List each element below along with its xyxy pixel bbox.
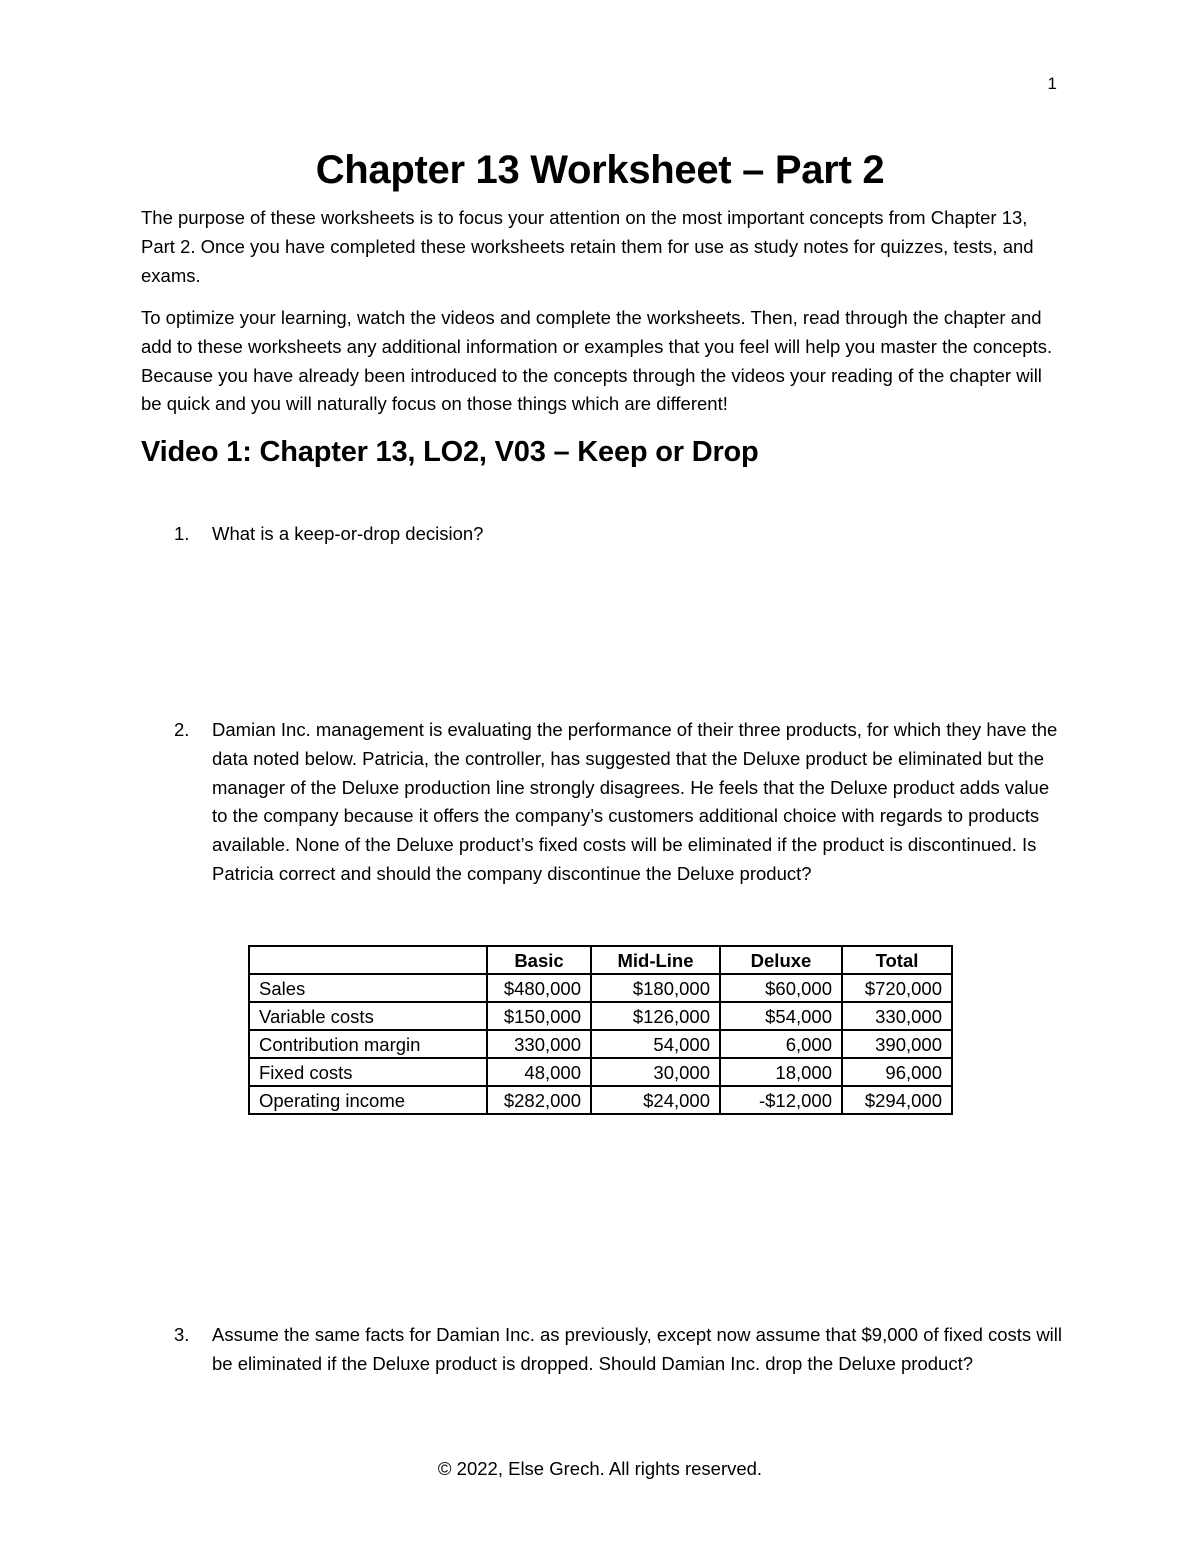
table-cell: 18,000 [720,1058,842,1086]
row-label: Fixed costs [249,1058,487,1086]
intro-paragraph-1: The purpose of these worksheets is to focus your attention on the most important concepts from Chapter 13, Part 2. Once you have completed these worksheets retain them for use as study notes for quizzes, tests, and exams. [141,207,1034,286]
question-2 [174,716,1064,889]
header-cell [249,946,487,974]
table-header-row [249,946,952,974]
question-text: Assume the same facts for Damian Inc. as previously, except now assume that $9,000 of fixed costs will be eliminated if the Deluxe product is dropped. Should Damian Inc. drop the Deluxe product? [212,1324,1063,1374]
table-cell: 330,000 [487,1030,591,1058]
section-heading: Video 1: Chapter 13, LO2, V03 – Keep or Drop [141,436,759,468]
table-cell: 6,000 [720,1030,842,1058]
question-number: 2. [174,719,190,740]
table-cell: $54,000 [720,1002,842,1030]
question-text: Damian Inc. management is evaluating the performance of their three products, for which they have the data noted below. Patricia, the controller, has suggested that the Deluxe product be eliminated but the manager of the Deluxe production line strongly disagrees. He feels that the Deluxe product adds value to the company because it offers the company’s customers additional choice with regards to products available. None of the Deluxe product’s fixed costs will be eliminated if the product is discontinued. Is Patricia correct and should the company discontinue the Deluxe product? [212,719,1058,884]
table-cell: $24,000 [591,1086,720,1114]
table-cell: $150,000 [487,1002,591,1030]
question-number: 1. [174,523,190,544]
row-label: Operating income [249,1086,487,1114]
table-cell: 30,000 [591,1058,720,1086]
table-cell: $180,000 [591,974,720,1002]
worksheet-title: Chapter 13 Worksheet – Part 2 [315,148,885,192]
table-row [249,1058,952,1086]
table-cell: 390,000 [842,1030,952,1058]
product-data-table [248,945,953,1115]
row-label: Variable costs [249,1002,487,1030]
table-cell: $720,000 [842,974,952,1002]
table-cell: $126,000 [591,1002,720,1030]
table-row [249,974,952,1002]
header-cell: Basic [487,946,591,974]
table-cell: 54,000 [591,1030,720,1058]
table-row [249,1086,952,1114]
question-text: What is a keep-or-drop decision? [212,523,484,544]
table-cell: 48,000 [487,1058,591,1086]
intro-paragraph-2: To optimize your learning, watch the videos and complete the worksheets. Then, read through the chapter and add to these worksheets any additional information or examples that you feel will help you master the concepts. Because you have already been introduced to the concepts through the videos your reading of the chapter will be quick and you will naturally focus on those things which are different! [141,307,1053,415]
table-cell: 330,000 [842,1002,952,1030]
header-cell: Total [842,946,952,974]
copyright-footer: © 2022, Else Grech. All rights reserved. [437,1458,763,1479]
question-number: 3. [174,1324,190,1345]
table-cell: $282,000 [487,1086,591,1114]
table-cell: 96,000 [842,1058,952,1086]
table-row [249,1002,952,1030]
header-cell: Mid-Line [591,946,720,974]
table-cell: $60,000 [720,974,842,1002]
row-label: Contribution margin [249,1030,487,1058]
question-1 [174,520,1064,549]
table-cell: -$12,000 [720,1086,842,1114]
table-cell: $480,000 [487,974,591,1002]
question-3 [174,1321,1064,1379]
page-number: 1 [1047,74,1057,93]
header-cell: Deluxe [720,946,842,974]
row-label: Sales [249,974,487,1002]
table-row [249,1030,952,1058]
table-cell: $294,000 [842,1086,952,1114]
